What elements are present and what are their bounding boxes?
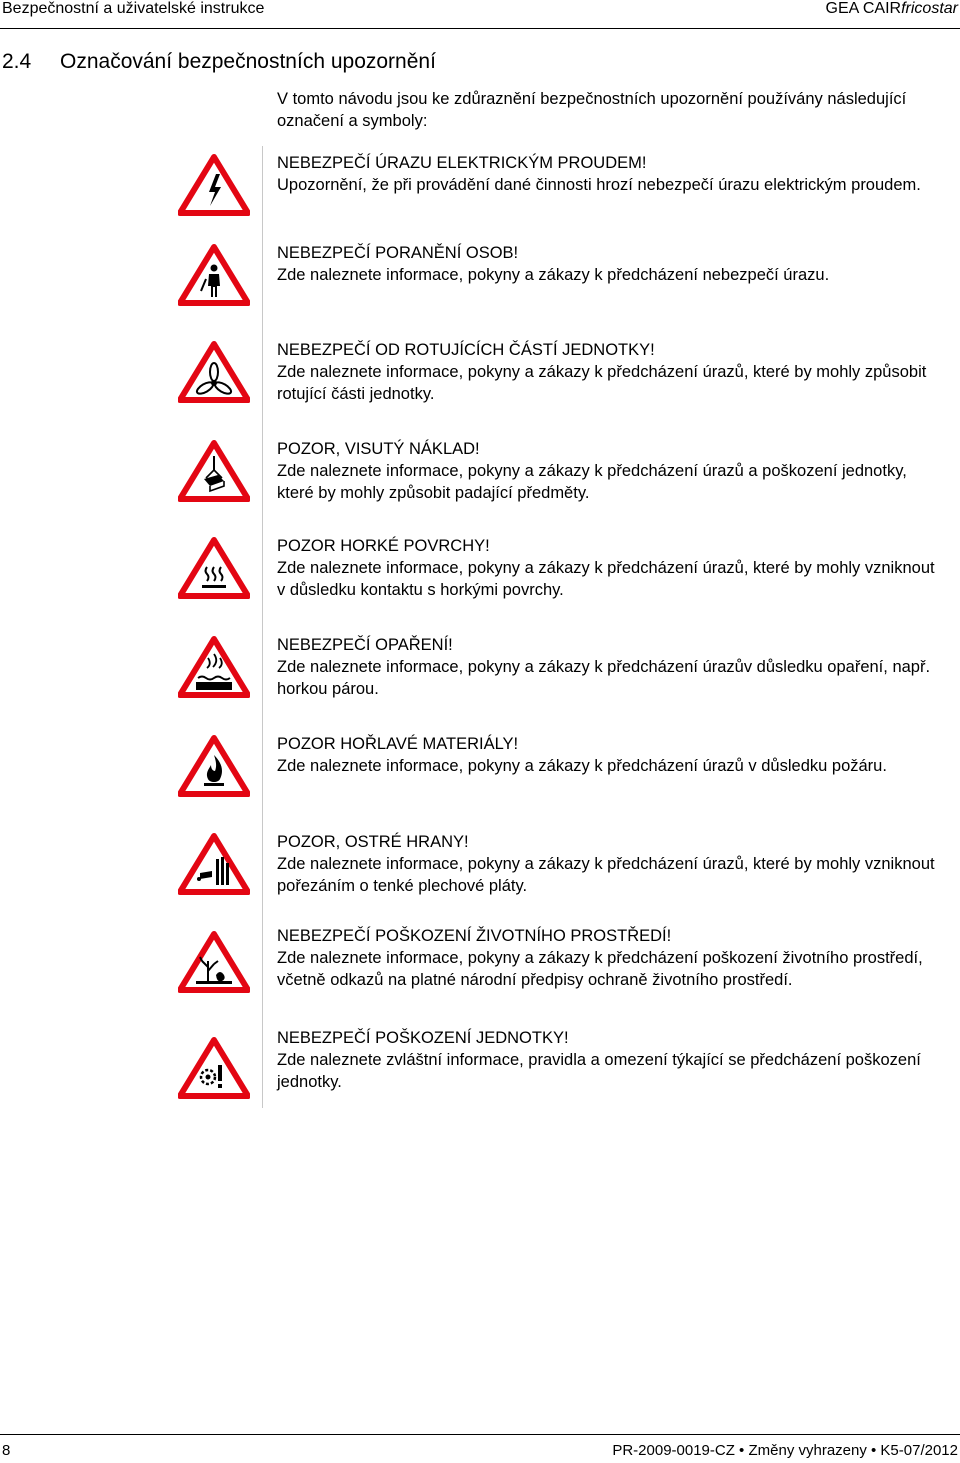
item-description: Zde naleznete informace, pokyny a zákazy k předcházení úrazů, které by mohly způsobit rotující části jednotky. bbox=[277, 363, 927, 403]
item-title: POZOR, VISUTÝ NÁKLAD! bbox=[277, 440, 480, 458]
item-title: NEBEZPEČÍ ÚRAZU ELEKTRICKÝM PROUDEM! bbox=[277, 154, 647, 172]
section-intro: V tomto návodu jsou ke zdůraznění bezpečnostních upozornění používány následující označení a symboly: bbox=[277, 90, 907, 130]
hot-surface-icon bbox=[178, 537, 250, 599]
item-description: Zde naleznete informace, pokyny a zákazy k předcházení úrazů a poškození jednotky, které by mohly způsobit padající předměty. bbox=[277, 462, 907, 502]
item-title: NEBEZPEČÍ OD ROTUJÍCÍCH ČÁSTÍ JEDNOTKY! bbox=[277, 341, 655, 359]
margin-rule bbox=[262, 146, 263, 1108]
header-brand bbox=[826, 0, 958, 18]
footer-rule bbox=[0, 1434, 960, 1435]
item-title: NEBEZPEČÍ POŠKOZENÍ ŽIVOTNÍHO PROSTŘEDÍ! bbox=[277, 927, 672, 945]
item-description: Upozornění, že při provádění dané činnosti hrozí nebezpečí úrazu elektrickým proudem. bbox=[277, 176, 921, 194]
section-title: Označování bezpečnostních upozornění bbox=[60, 50, 436, 73]
item-description: Zde naleznete informace, pokyny a zákazy k předcházení úrazů v důsledku požáru. bbox=[277, 757, 887, 775]
document-reference: PR-2009-0019-CZ • Změny vyhrazeny • K5-07/2012 bbox=[612, 1442, 958, 1459]
page-number: 8 bbox=[2, 1442, 11, 1459]
unit-damage-icon bbox=[178, 1037, 250, 1099]
section-number: 2.4 bbox=[2, 50, 32, 73]
item-description: Zde naleznete informace, pokyny a zákazy k předcházení poškození životního prostředí, včetně odkazů na platné národní předpisy ochraně životního prostředí. bbox=[277, 949, 923, 989]
item-description: Zde naleznete informace, pokyny a zákazy k předcházení úrazů, které by mohly vzniknout v důsledku kontaktu s horkými povrchy. bbox=[277, 559, 935, 599]
item-description: Zde naleznete informace, pokyny a zákazy k předcházení úrazův důsledku opaření, např. horkou párou. bbox=[277, 658, 931, 698]
brand-name: GEA CAIR bbox=[825, 0, 902, 17]
item-description: Zde naleznete informace, pokyny a zákazy k předcházení nebezpečí úrazu. bbox=[277, 266, 830, 284]
personal-injury-icon bbox=[178, 244, 250, 306]
section-heading bbox=[2, 50, 436, 74]
item-title: POZOR, OSTRÉ HRANY! bbox=[277, 833, 469, 851]
rotating-parts-icon bbox=[178, 341, 250, 403]
scalding-icon bbox=[178, 636, 250, 698]
item-title: NEBEZPEČÍ PORANĚNÍ OSOB! bbox=[277, 244, 519, 262]
suspended-load-icon bbox=[178, 440, 250, 502]
item-description: Zde naleznete informace, pokyny a zákazy k předcházení úrazů, které by mohly vzniknout pořezáním o tenké plechové pláty. bbox=[277, 855, 935, 895]
environmental-damage-icon bbox=[178, 931, 250, 993]
item-description: Zde naleznete zvláštní informace, pravidla a omezení týkající se předcházení poškození jednotky. bbox=[277, 1051, 921, 1091]
flammable-icon bbox=[178, 735, 250, 797]
item-title: NEBEZPEČÍ OPAŘENÍ! bbox=[277, 636, 453, 654]
header-title: Bezpečnostní a uživatelské instrukce bbox=[2, 0, 265, 17]
item-title: NEBEZPEČÍ POŠKOZENÍ JEDNOTKY! bbox=[277, 1029, 569, 1047]
page-header bbox=[0, 0, 960, 29]
item-title: POZOR HOŘLAVÉ MATERIÁLY! bbox=[277, 735, 519, 753]
electric-shock-icon bbox=[178, 154, 250, 216]
sharp-edges-icon bbox=[178, 833, 250, 895]
item-title: POZOR HORKÉ POVRCHY! bbox=[277, 537, 490, 555]
brand-product: fricostar bbox=[901, 0, 958, 17]
